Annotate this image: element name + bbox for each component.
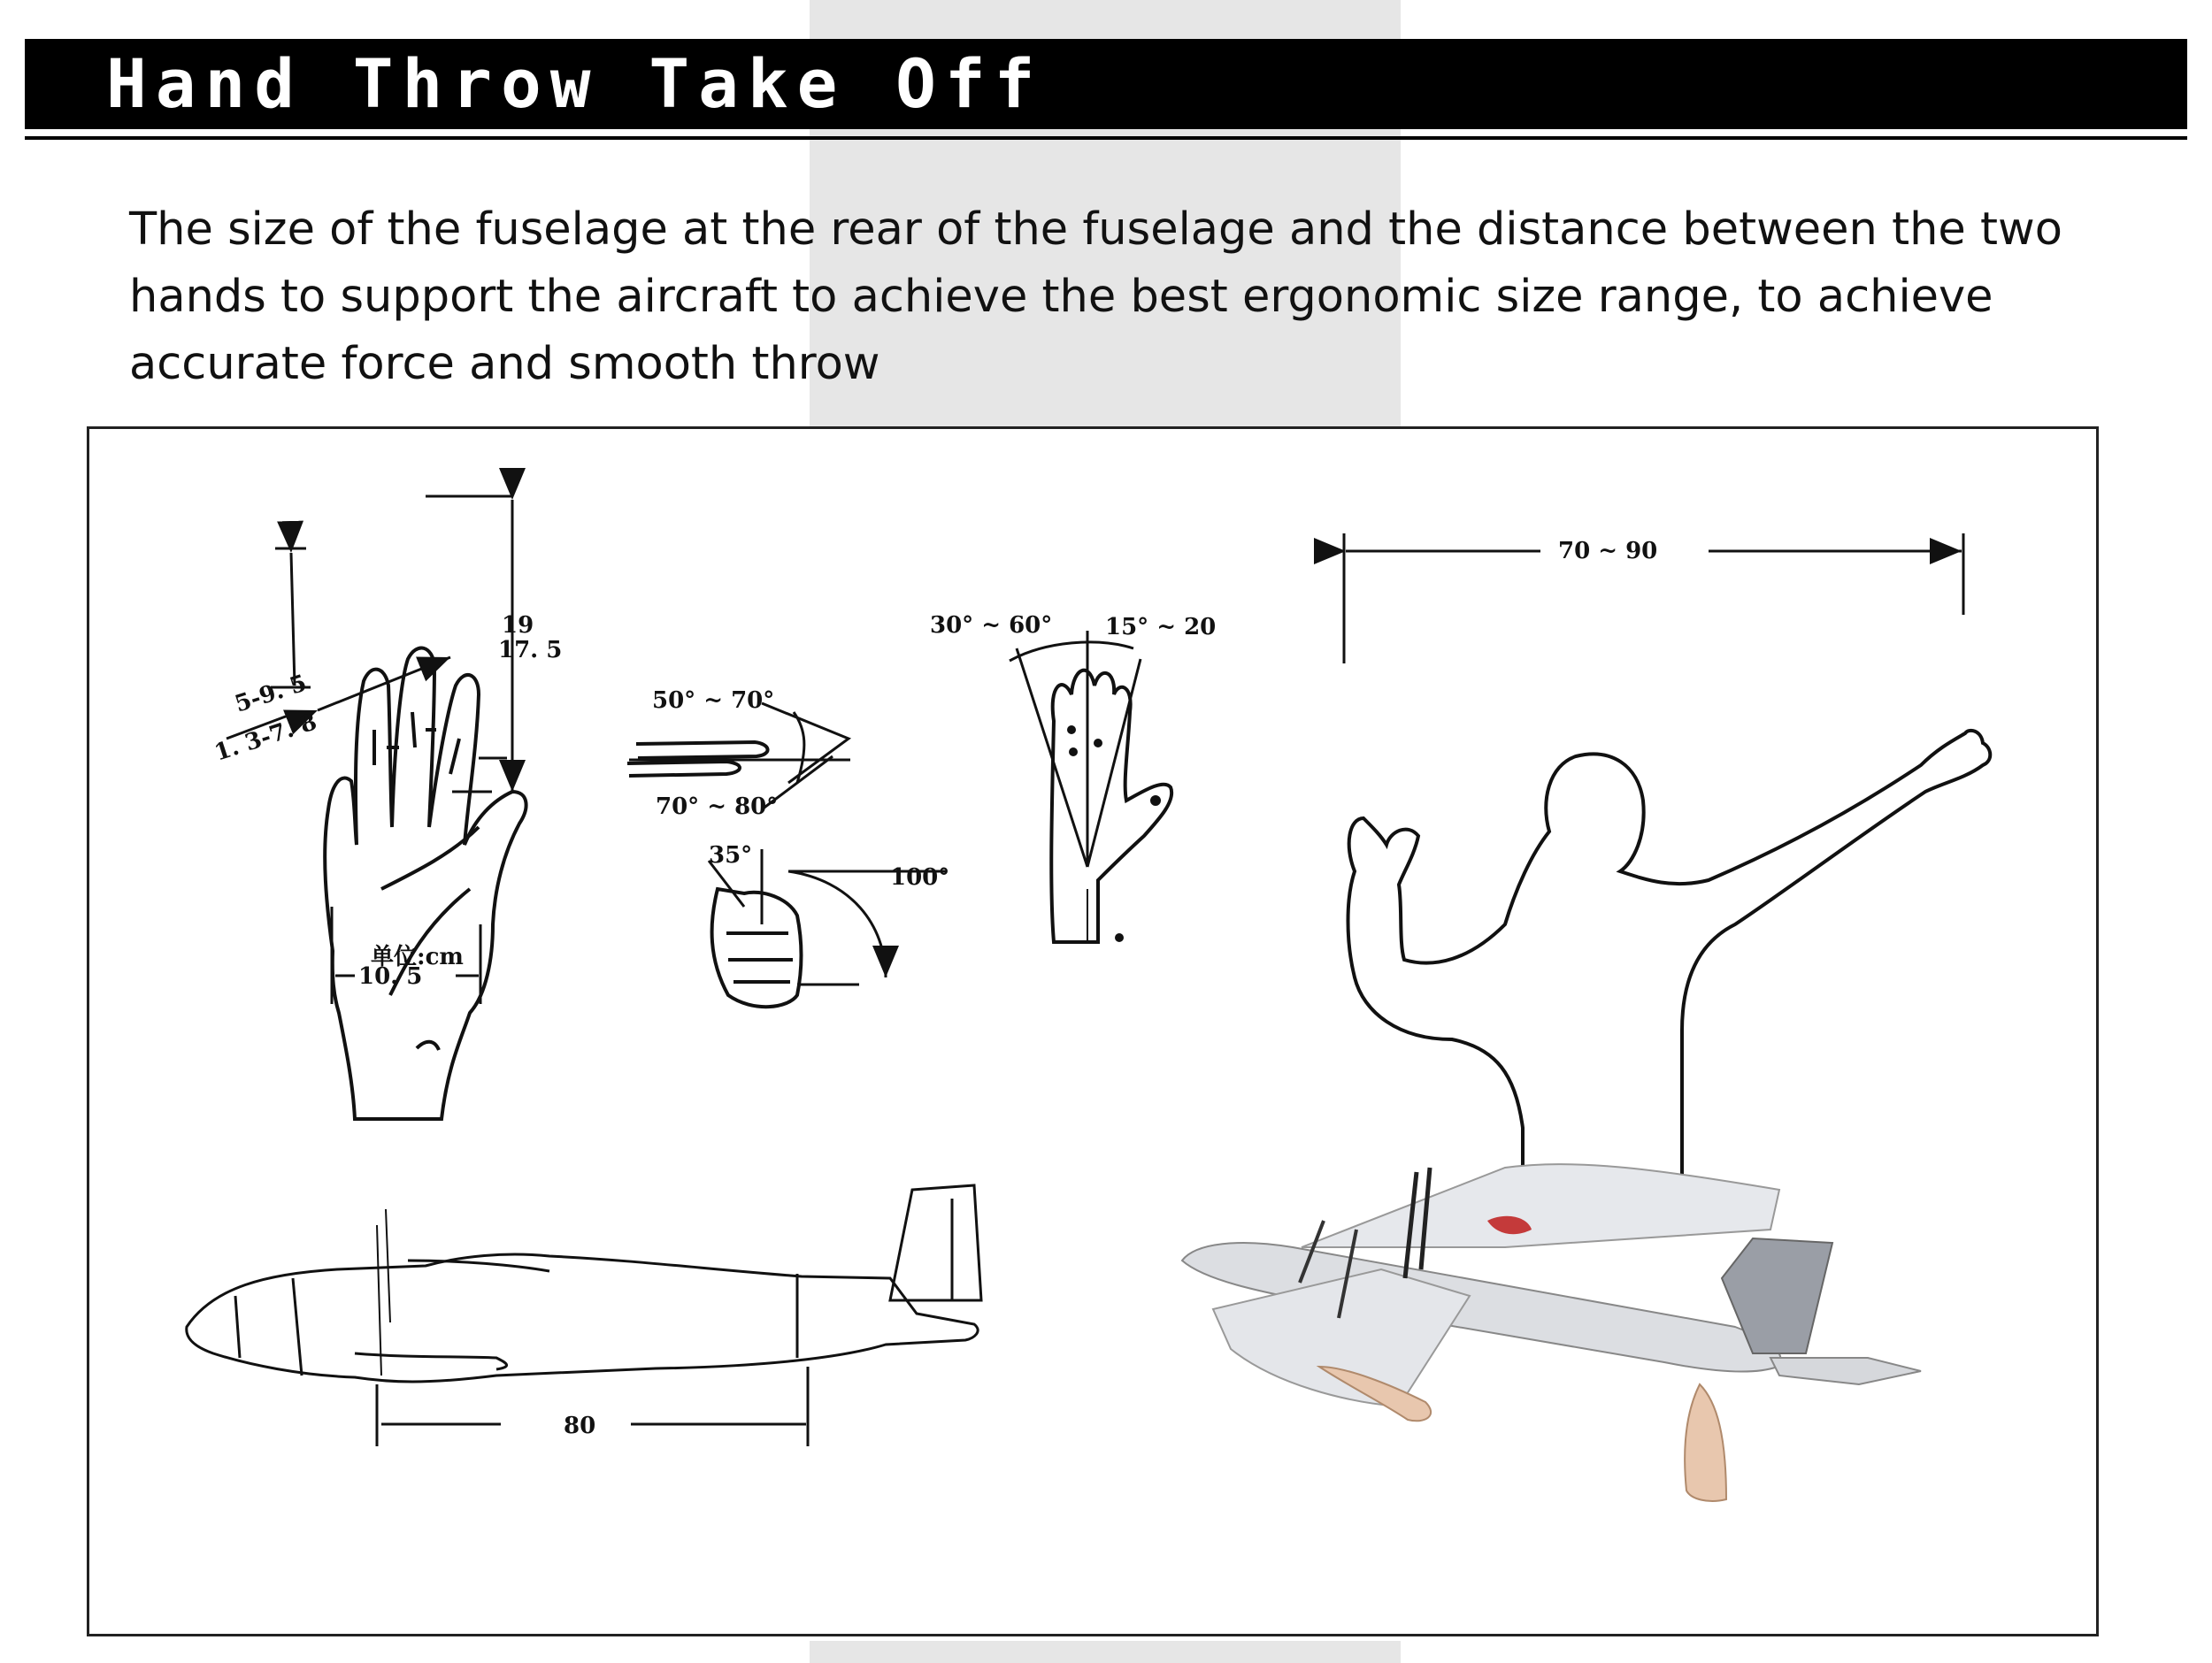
arm-span-diagram: [1344, 533, 1990, 1185]
arm-span-label: 70 ~ 90: [1558, 538, 1658, 564]
tilt-right-angle-label: 15° ~ 20: [1105, 614, 1217, 640]
fuselage-length-label: 80: [564, 1413, 596, 1439]
aircraft-side-view: [187, 1185, 981, 1446]
page-title: Hand Throw Take Off: [106, 44, 1044, 123]
finger-length-a-label: 5-9. 5: [231, 670, 311, 718]
wrist-lower-angle-label: 70° ~ 80°: [656, 793, 779, 820]
title-rule: [25, 136, 2187, 140]
tilt-angle-diagram: [1010, 631, 1171, 942]
fist-angle-b-label: 100°: [890, 864, 950, 891]
finger-length-b-label: 1. 3-7. 8: [211, 709, 320, 767]
hand-width-label: 10. 5: [358, 963, 423, 990]
background-band-bottom: [810, 1641, 1401, 1663]
hand-diagram: [227, 496, 526, 1119]
description-text: The size of the fuselage at the rear of the fuselage and the distance between the two hands to support the aircraft to achieve the best ergonomic size range, to achieve accurate force and smooth throw: [129, 203, 2062, 390]
aircraft-photo: [1182, 1164, 1921, 1501]
title-bar: [25, 39, 2187, 129]
illustration-panel: [87, 426, 2099, 1636]
hand-height-b-label: 17. 5: [498, 637, 563, 663]
hand-unit-label: 单位:cm: [371, 944, 464, 970]
fist-angle-a-label: 35°: [709, 842, 753, 869]
illustration-svg: [89, 429, 2096, 1634]
wrist-upper-angle-label: 50° ~ 70°: [652, 687, 775, 714]
hand-height-a-label: 19: [502, 612, 534, 639]
tilt-left-angle-label: 30° ~ 60°: [930, 612, 1053, 639]
